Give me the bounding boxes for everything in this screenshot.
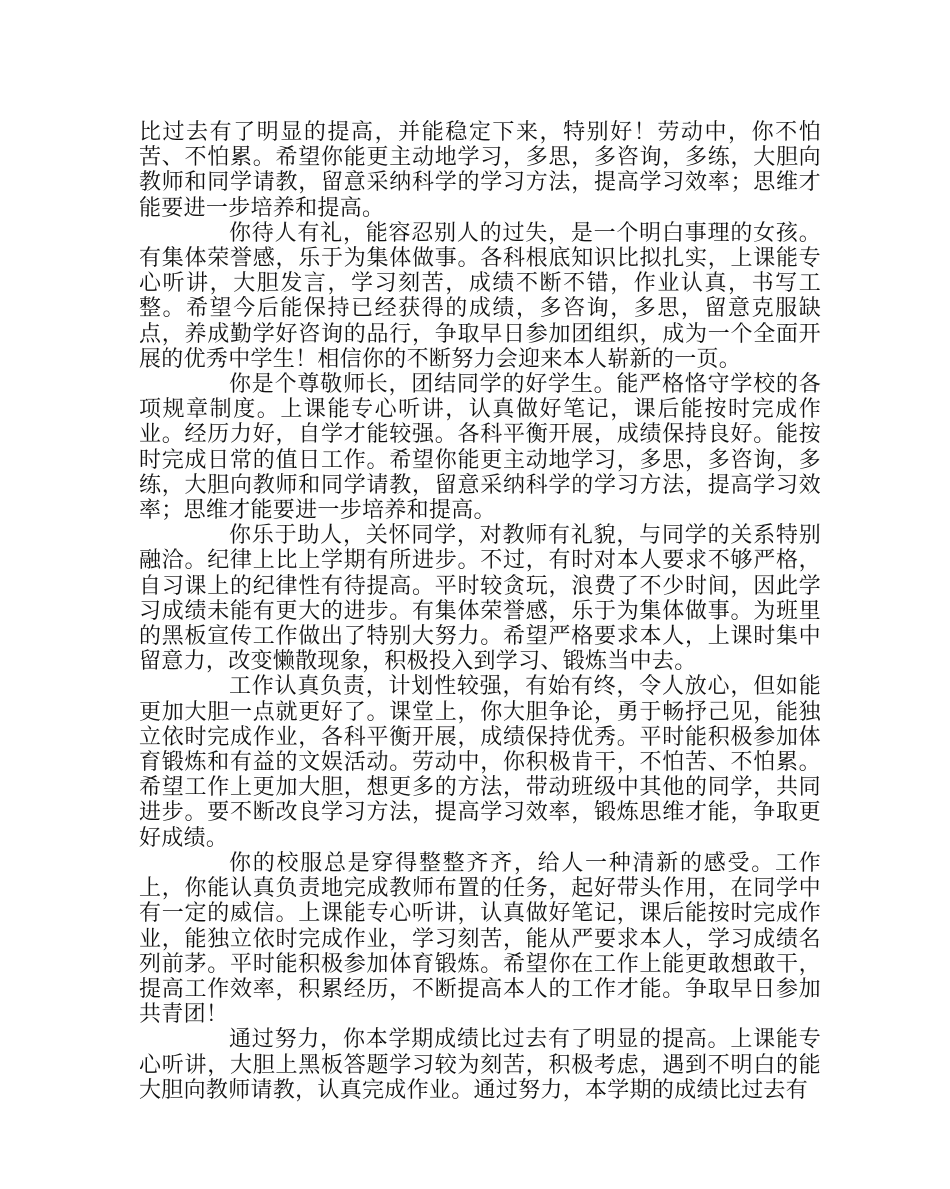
- paragraph-2: 你待人有礼，能容忍别人的过失，是一个明白事理的女孩。有集体荣誉感，乐于为集体做事。各科根底知识比拟扎实，上课能专心听讲，大胆发言，学习刻苦，成绩不断不错，作业认真，书写工整。希望今后能保持已经获得的成绩，多咨询，多思，留意克服缺点，养成勤学好咨询的品行，争取早日参加团组织，成为一个全面开展的优秀中学生！相信你的不断努力会迎来本人崭新的一页。: [139, 220, 821, 372]
- paragraph-5: 工作认真负责，计划性较强，有始有终，令人放心，但如能更加大胆一点就更好了。课堂上，你大胆争论，勇于畅抒己见，能独立依时完成作业，各科平衡开展，成绩保持优秀。平时能积极参加体育锻炼和有益的文娱活动。劳动中，你积极肯干，不怕苦、不怕累。希望工作上更加大胆，想更多的方法，带动班级中其他的同学，共同进步。要不断改良学习方法，提高学习效率，锻炼思维才能，争取更好成绩。: [139, 674, 821, 851]
- paragraph-1: 比过去有了明显的提高，并能稳定下来，特别好！劳动中，你不怕苦、不怕累。希望你能更主动地学习，多思，多咨询，多练，大胆向教师和同学请教，留意采纳科学的学习方法，提高学习效率；思维才能要进一步培养和提高。: [139, 120, 821, 221]
- paragraph-7: 通过努力，你本学期成绩比过去有了明显的提高。上课能专心听讲，大胆上黑板答题学习较为刻苦，积极考虑，遇到不明白的能大胆向教师请教，认真完成作业。通过努力，本学期的成绩比过去有: [139, 1027, 821, 1103]
- paragraph-4: 你乐于助人，关怀同学，对教师有礼貌，与同学的关系特别融洽。纪律上比上学期有所进步。不过，有时对本人要求不够严格，自习课上的纪律性有待提高。平时较贪玩，浪费了不少时间，因此学习成绩未能有更大的进步。有集体荣誉感，乐于为集体做事。为班里的黑板宣传工作做出了特别大努力。希望严格要求本人，上课时集中留意力，改变懒散现象，积极投入到学习、锻炼当中去。: [139, 523, 821, 675]
- paragraph-6: 你的校服总是穿得整整齐齐，给人一种清新的感受。工作上，你能认真负责地完成教师布置的任务，起好带头作用，在同学中有一定的威信。上课能专心听讲，认真做好笔记，课后能按时完成作业，能独立依时完成作业，学习刻苦，能从严要求本人，学习成绩名列前茅。平时能积极参加体育锻炼。希望你在工作上能更敢想敢干，提高工作效率，积累经历，不断提高本人的工作才能。争取早日参加共青团！: [139, 850, 821, 1028]
- paragraph-3: 你是个尊敬师长，团结同学的好学生。能严格恪守学校的各项规章制度。上课能专心听讲，认真做好笔记，课后能按时完成作业。经历力好，自学才能较强。各科平衡开展，成绩保持良好。能按时完成日常的值日工作。希望你能更主动地学习，多思，多咨询，多练，大胆向教师和同学请教，留意采纳科学的学习方法，提高学习效率；思维才能要进一步培养和提高。: [139, 372, 821, 524]
- document-body: [139, 120, 821, 1103]
